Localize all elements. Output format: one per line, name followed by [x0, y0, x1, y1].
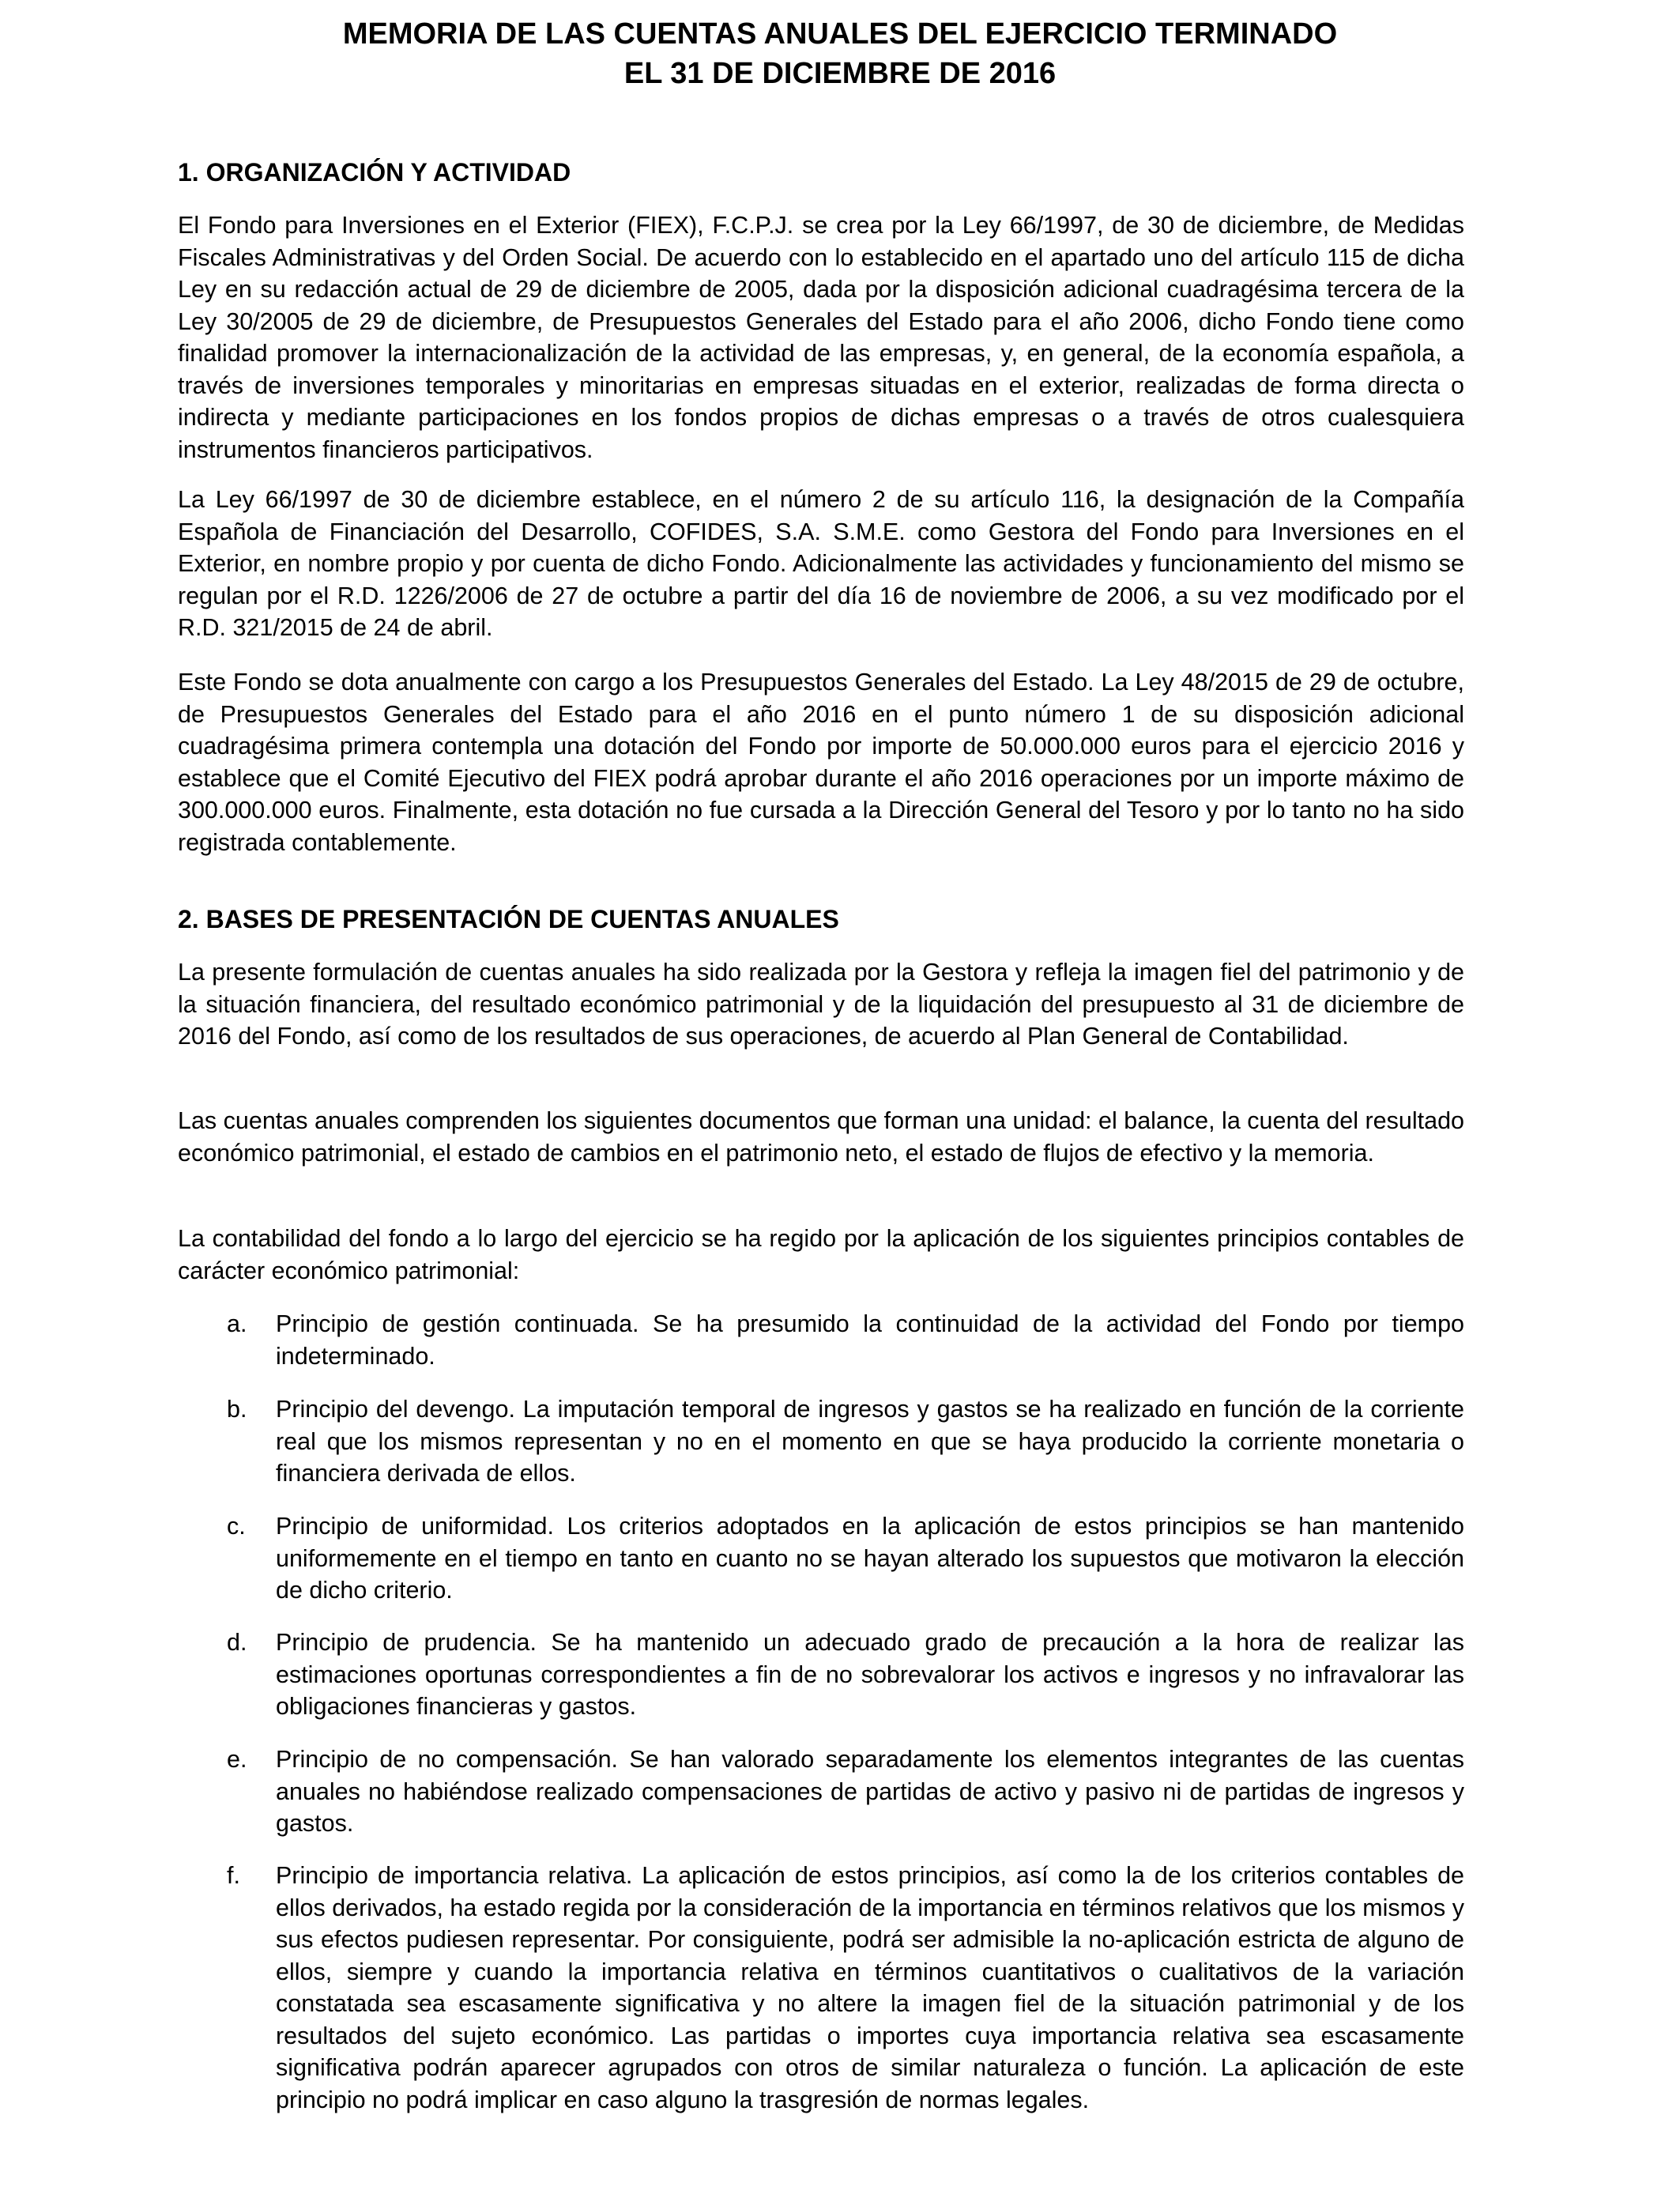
list-item [178, 1744, 1464, 1840]
list-item [178, 1860, 1464, 2116]
list-item [178, 1627, 1464, 1723]
list-item [178, 1308, 1464, 1372]
document-title [158, 14, 1522, 93]
list-item-text: Principio de importancia relativa. La aplicación de estos principios, así como la de los criterios contables de ellos derivados, ha estado regida por la consideración de la importancia en términos relativos que los mismos y sus efectos pudiesen representar. Por consiguiente, podrá ser admisible la no-aplicación estricta de alguno de ellos, siempre y cuando la importancia relativa en términos cuantitativos o cualitativos de la variación constatada sea escasamente significativa y no altere la imagen fiel de la situación patrimonial y de los resultados del sujeto económico. Las partidas o importes cuya importancia relativa sea escasamente significativa podrán aparecer agrupados con otros de similar naturaleza o función. La aplicación de este principio no podrá implicar en caso alguno la trasgresión de normas legales. [276, 1862, 1464, 2113]
list-item-text: Principio del devengo. La imputación temporal de ingresos y gastos se ha realizado en función de la corriente real que los mismos representan y no en el momento en que se haya producido la corriente monetaria o financiera derivada de ellos. [276, 1396, 1464, 1487]
list-item [178, 1393, 1464, 1490]
list-marker: e. [227, 1746, 247, 1773]
title-line-2: EL 31 DE DICIEMBRE DE 2016 [623, 57, 1057, 90]
list-item-text: Principio de no compensación. Se han valorado separadamente los elementos integrantes de las cuentas anuales no habiéndose realizado compensaciones de partidas de activo y pasivo ni de partidas de ingresos y gastos. [276, 1746, 1464, 1837]
section-2-paragraph-3: La contabilidad del fondo a lo largo del ejercicio se ha regido por la aplicación de los siguientes principios contables de carácter económico patrimonial: [178, 1225, 1464, 1284]
title-line-1: MEMORIA DE LAS CUENTAS ANUALES DEL EJERCICIO TERMINADO [342, 17, 1338, 51]
list-marker: d. [227, 1629, 247, 1656]
list-item-text: Principio de prudencia. Se ha mantenido un adecuado grado de precaución a la hora de realizar las estimaciones oportunas correspondientes a fin de no sobrevalorar los activos e ingresos y no infravalorar las obligaciones financieras y gastos. [276, 1629, 1464, 1720]
list-item-text: Principio de gestión continuada. Se ha presumido la continuidad de la actividad del Fondo por tiempo indeterminado. [276, 1310, 1464, 1370]
list-marker: b. [227, 1396, 247, 1423]
list-item-text: Principio de uniformidad. Los criterios adoptados en la aplicación de estos principios se han mantenido uniformemente en el tiempo en tanto en cuanto no se hayan alterado los supuestos que motivaron la elección de dicho criterio. [276, 1513, 1464, 1604]
section-2-paragraph-1: La presente formulación de cuentas anuales ha sido realizada por la Gestora y refleja la imagen fiel del patrimonio y de la situación financiera, del resultado económico patrimonial y de la liquidación del presupuesto al 31 de diciembre de 2016 del Fondo, así como de los resultados de sus operaciones, de acuerdo al Plan General de Contabilidad. [178, 959, 1464, 1050]
section-2-heading: 2. BASES DE PRESENTACIÓN DE CUENTAS ANUALES [178, 905, 839, 933]
section-1-paragraph-2: La Ley 66/1997 de 30 de diciembre establece, en el número 2 de su artículo 116, la designación de la Compañía Española de Financiación del Desarrollo, COFIDES, S.A. S.M.E. como Gestora del Fondo para Inversiones en el Exterior, en nombre propio y por cuenta de dicho Fondo. Adicionalmente las actividades y funcionamiento del mismo se regulan por el R.D. 1226/2006 de 27 de octubre a partir del día 16 de noviembre de 2006, a su vez modificado por el R.D. 321/2015 de 24 de abril. [178, 486, 1464, 641]
list-marker: c. [227, 1513, 246, 1540]
section-1-paragraph-3: Este Fondo se dota anualmente con cargo a los Presupuestos Generales del Estado. La Ley 48/2015 de 29 de octubre, de Presupuestos Generales del Estado para el año 2016 en el punto número 1 de su disposición adicional cuadragésima primera contempla una dotación del Fondo por importe de 50.000.000 euros para el ejercicio 2016 y establece que el Comité Ejecutivo del FIEX podrá aprobar durante el año 2016 operaciones por un importe máximo de 300.000.000 euros. Finalmente, esta dotación no fue cursada a la Dirección General del Tesoro y por lo tanto no ha sido registrada contablemente. [178, 669, 1464, 856]
section-1-heading: 1. ORGANIZACIÓN Y ACTIVIDAD [178, 158, 571, 187]
section-2-paragraph-2: Las cuentas anuales comprenden los siguientes documentos que forman una unidad: el balance, la cuenta del resultado económico patrimonial, el estado de cambios en el patrimonio neto, el estado de flujos de efectivo y la memoria. [178, 1107, 1464, 1167]
list-marker: a. [227, 1310, 247, 1337]
list-item [178, 1510, 1464, 1607]
section-1-paragraph-1: El Fondo para Inversiones en el Exterior (FIEX), F.C.P.J. se crea por la Ley 66/1997, de 30 de diciembre, de Medidas Fiscales Administrativas y del Orden Social. De acuerdo con lo establecido en el apartado uno del artículo 115 de dicha Ley en su redacción actual de 29 de diciembre de 2005, dada por la disposición adicional cuadragésima tercera de la Ley 30/2005 de 29 de diciembre, de Presupuestos Generales del Estado para el año 2006, dicho Fondo tiene como finalidad promover la internacionalización de la actividad de las empresas, y, en general, de la economía española, a través de inversiones temporales y minoritarias en empresas situadas en el exterior, realizadas de forma directa o indirecta y mediante participaciones en los fondos propios de dichas empresas o a través de otros cualesquiera instrumentos financieros participativos. [178, 212, 1464, 463]
list-marker: f. [227, 1862, 240, 1889]
